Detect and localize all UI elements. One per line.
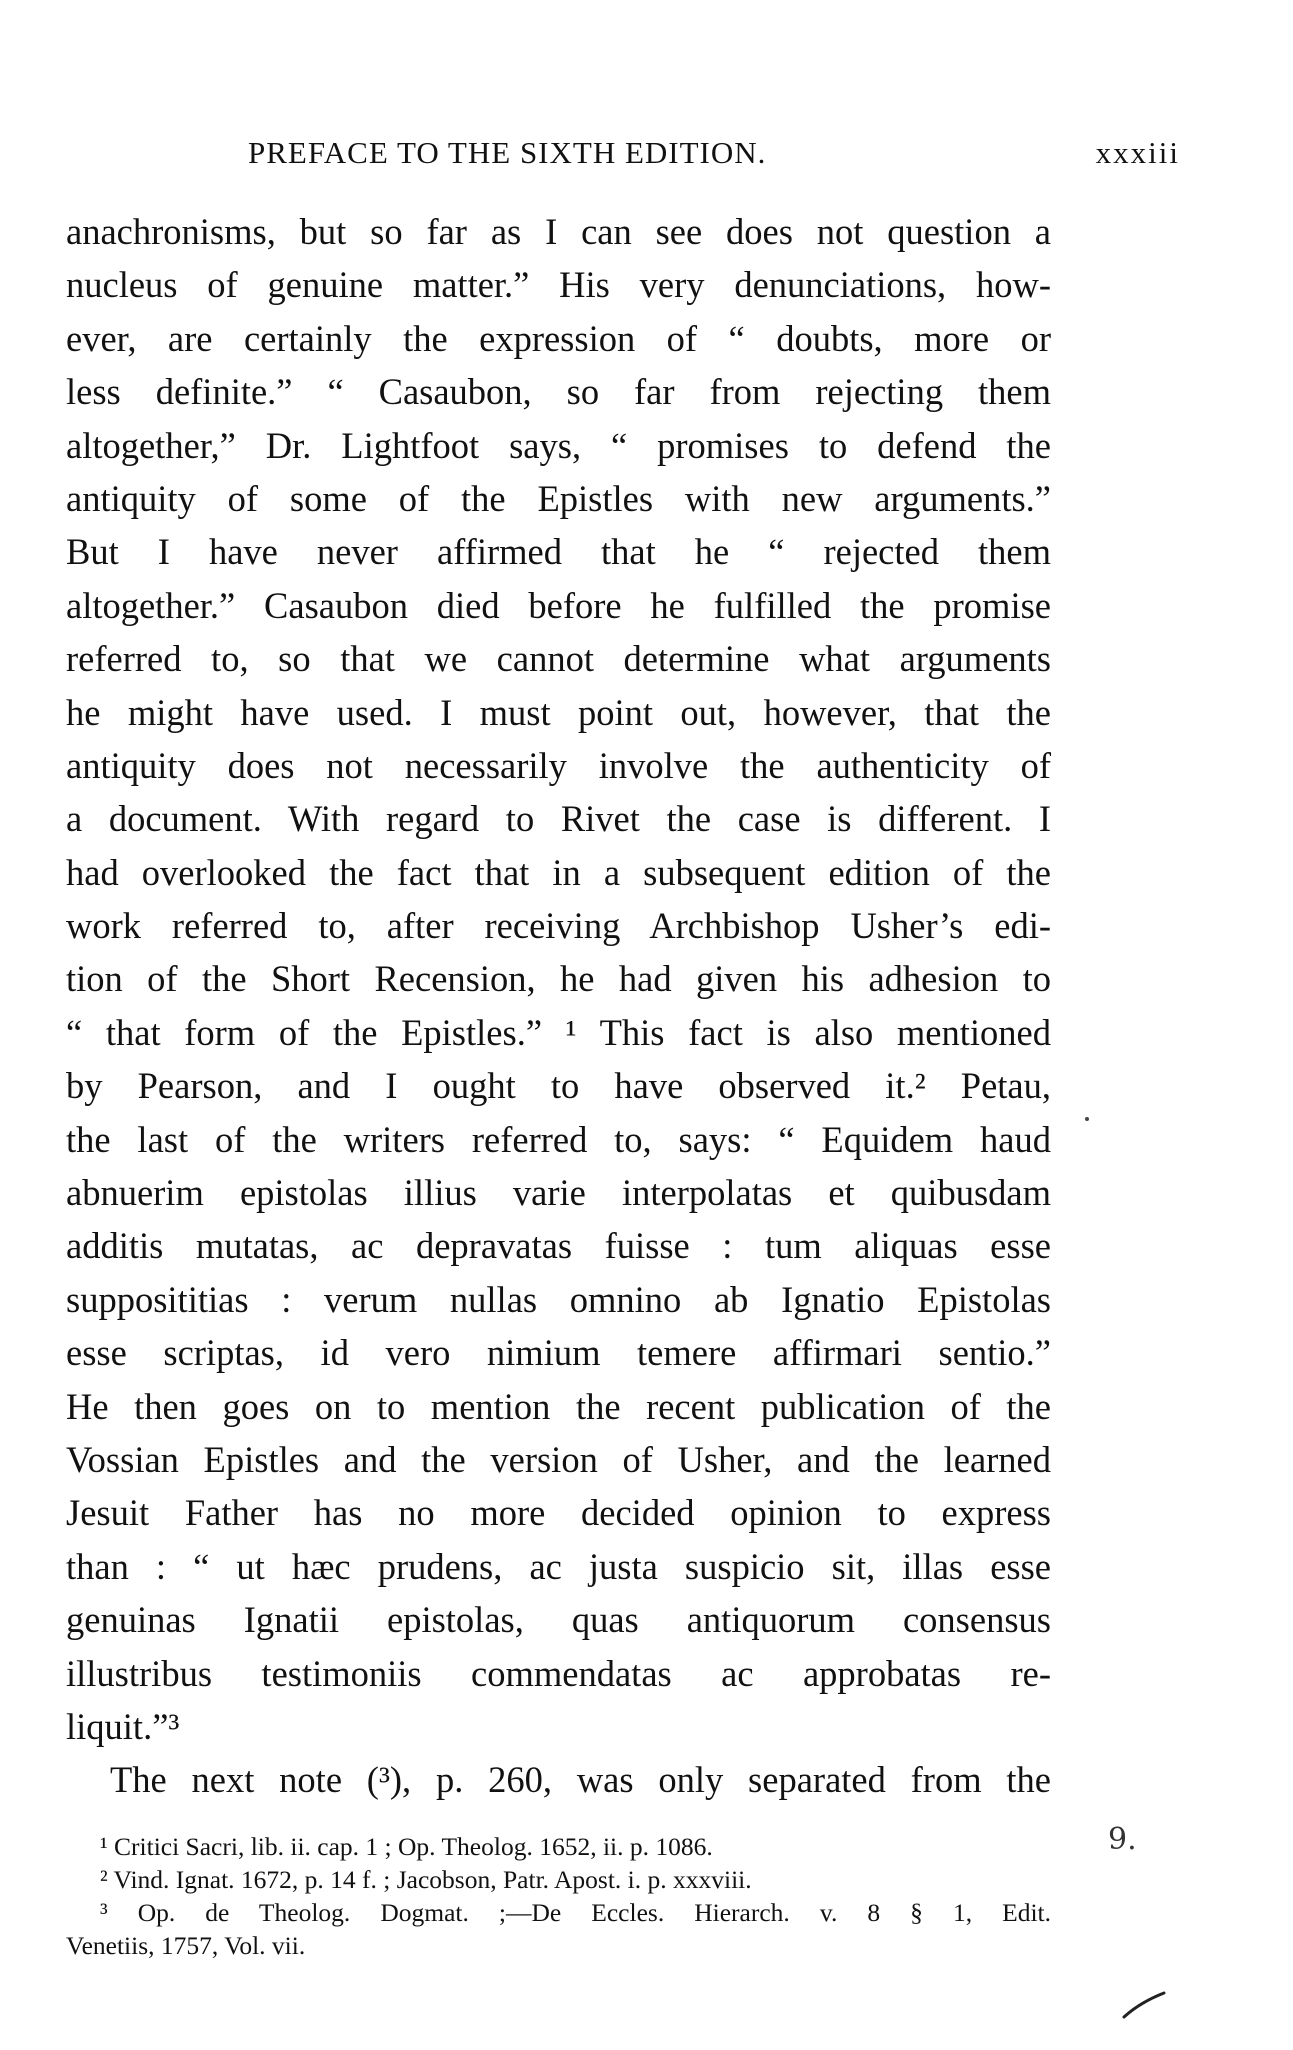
text-line: Vossian Epistles and the version of Usher, and the learned [66,1438,1051,1480]
body-text [66,205,1051,1807]
text-line: illustribus testimoniis commendatas ac approbatas re- [66,1652,1051,1694]
text-line: altogether.” Casaubon died before he fulfilled the promise [66,584,1051,626]
text-line: referred to, so that we cannot determine what arguments [66,638,1051,680]
text-line: additis mutatas, ac depravatas fuisse : tum aliquas esse [66,1225,1051,1267]
text-line: he might have used. I must point out, however, that the [66,691,1051,733]
text-line: the last of the writers referred to, says: “ Equidem haud [66,1118,1051,1160]
footnotes [66,1830,1051,1962]
running-title: PREFACE TO THE SIXTH EDITION. [248,135,767,170]
text-line: tion of the Short Recension, he had given his adhesion to [66,958,1051,1000]
text-line: esse scriptas, id vero nimium temere affirmari sentio.” [66,1332,1051,1374]
text-line: anachronisms, but so far as I can see does not question a [66,211,1051,252]
pencil-stroke-icon [1122,1990,1166,2020]
text-line: liquit.”³ [66,1705,180,1747]
page-number: xxxiii [1095,135,1180,170]
text-line: But I have never affirmed that he “ rejected them [66,531,1051,573]
text-line: a document. With regard to Rivet the case is different. I [66,798,1051,840]
text-line: ever, are certainly the expression of “ doubts, more or [66,317,1051,359]
footnote: ² Vind. Ignat. 1672, p. 14 f. ; Jacobson, Patr. Apost. i. p. xxxviii. [100,1865,752,1894]
text-line: less definite.” “ Casaubon, so far from rejecting them [66,371,1051,413]
footnote-continuation: Venetiis, 1757, Vol. vii. [66,1931,306,1960]
text-line: work referred to, after receiving Archbishop Usher’s edi- [66,905,1051,947]
text-line: genuinas Ignatii epistolas, quas antiquorum consensus [66,1599,1051,1641]
text-line: abnuerim epistolas illius varie interpolatas et quibusdam [66,1172,1051,1214]
text-line: nucleus of genuine matter.” His very denunciations, how- [66,264,1051,306]
text-line: antiquity of some of the Epistles with new arguments.” [66,477,1051,519]
text-line: The next note (³), p. 260, was only separated from the [110,1759,1051,1801]
text-line: altogether,” Dr. Lightfoot says, “ promises to defend the [66,424,1051,466]
text-line: “ that form of the Epistles.” ¹ This fact is also mentioned [66,1011,1051,1053]
text-line: supposititias : verum nullas omnino ab Ignatio Epistolas [66,1278,1051,1320]
running-head [130,135,1180,175]
text-line: had overlooked the fact that in a subsequent edition of the [66,851,1051,893]
text-line: than : “ ut hæc prudens, ac justa suspicio sit, illas esse [66,1545,1051,1587]
text-line: Jesuit Father has no more decided opinion to express [66,1492,1051,1534]
stray-mark [1085,1117,1089,1121]
text-line: antiquity does not necessarily involve the authenticity of [66,744,1051,786]
text-line: He then goes on to mention the recent publication of the [66,1385,1051,1427]
margin-annotation: 9. [1108,1822,1137,1857]
text-line: by Pearson, and I ought to have observed it.² Petau, [66,1065,1051,1107]
footnote: ¹ Critici Sacri, lib. ii. cap. 1 ; Op. Theolog. 1652, ii. p. 1086. [100,1832,713,1861]
footnote: ³ Op. de Theolog. Dogmat. ;—De Eccles. Hierarch. v. 8 § 1, Edit. [100,1898,1051,1927]
